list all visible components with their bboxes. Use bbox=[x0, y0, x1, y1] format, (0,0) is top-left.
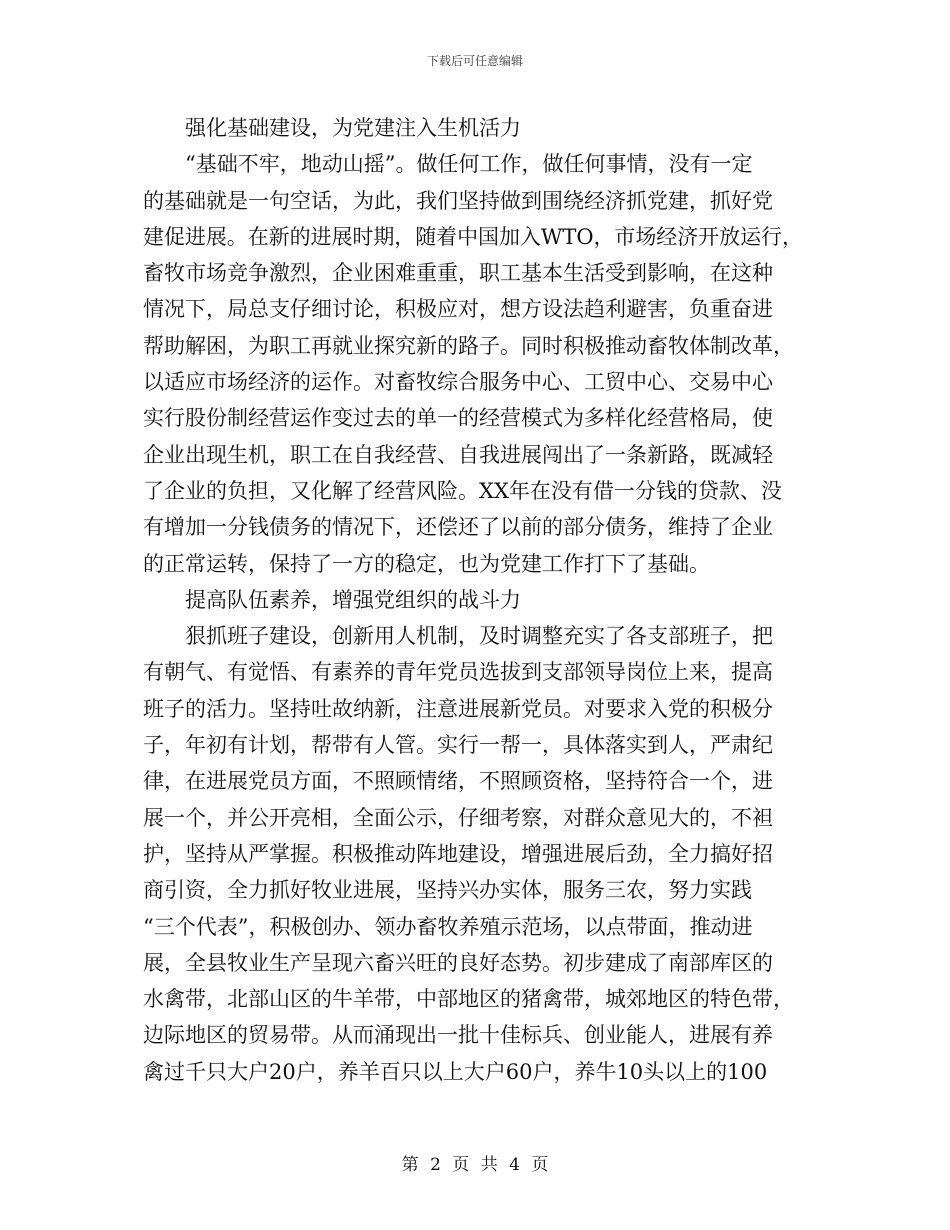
text-line: 了企业的负担，又化解了经营风险。XX年在没有借一分钱的贷款、没 bbox=[143, 478, 782, 503]
page-footer: 第 2 页 共 4 页 bbox=[401, 1155, 549, 1175]
text-line: 提高队伍素养，增强党组织的战斗力 bbox=[185, 587, 521, 612]
text-line: 狠抓班子建设，创新用人机制，及时调整充实了各支部班子，把 bbox=[185, 624, 773, 649]
text-line: 实行股份制经营运作变过去的单一的经营模式为多样化经营格局，使 bbox=[143, 406, 773, 431]
text-line: 展一个，并公开亮相，全面公示，仔细考察，对群众意见大的，不袒 bbox=[143, 805, 773, 830]
text-line: 有增加一分钱债务的情况下，还偿还了以前的部分债务，维持了企业 bbox=[143, 515, 773, 540]
text-line: 建促进展。在新的进展时期，随着中国加入WTO，市场经济开放运行， bbox=[143, 224, 803, 249]
text-line: 强化基础建设，为党建注入生机活力 bbox=[185, 116, 521, 140]
text-line: 子，年初有计划，帮带有人管。实行一帮一，具体落实到人，严肃纪 bbox=[143, 733, 773, 758]
text-line: 畜牧市场竞争激烈，企业困难重重，职工基本生活受到影响，在这种 bbox=[143, 261, 773, 286]
text-line: 以适应市场经济的运作。对畜牧综合服务中心、工贸中心、交易中心 bbox=[143, 370, 773, 395]
text-line: 律，在进展党员方面，不照顾情绪，不照顾资格，坚持符合一个，进 bbox=[143, 769, 773, 794]
text-line: 边际地区的贸易带。从而涌现出一批十佳标兵、创业能人，进展有养 bbox=[143, 1023, 773, 1048]
text-line: 的正常运转，保持了一方的稳定，也为党建工作打下了基础。 bbox=[143, 551, 710, 576]
text-line: 禽过千只大户20户，养羊百只以上大户60户，养牛10头以上的100 bbox=[143, 1059, 768, 1084]
text-line: 企业出现生机，职工在自我经营、自我进展闯出了一条新路，既减轻 bbox=[143, 442, 773, 467]
text-line: 班子的活力。坚持吐故纳新，注意进展新党员。对要求入党的积极分 bbox=[143, 696, 773, 721]
text-line: “三个代表”，积极创办、领办畜牧养殖示范场，以点带面，推动进 bbox=[143, 914, 753, 939]
text-line: 商引资，全力抓好牧业进展，坚持兴办实体，服务三农，努力实践 bbox=[143, 878, 752, 903]
text-line: 情况下，局总支仔细讨论，积极应对，想方设法趋利避害，负重奋进 bbox=[143, 297, 773, 322]
text-line: 护，坚持从严掌握。积极推动阵地建设，增强进展后劲，全力搞好招 bbox=[143, 841, 773, 866]
text-line: 水禽带，北部山区的牛羊带，中部地区的猪禽带，城郊地区的特色带， bbox=[143, 987, 794, 1012]
text-line: 有朝气、有觉悟、有素养的青年党员选拔到支部领导岗位上来，提高 bbox=[143, 660, 773, 685]
text-line: 的基础就是一句空话，为此，我们坚持做到围绕经济抓党建，抓好党 bbox=[143, 188, 773, 213]
page-header: 下载后可任意编辑 bbox=[426, 54, 523, 68]
text-line: 展，全县牧业生产呈现六畜兴旺的良好态势。初步建成了南部库区的 bbox=[143, 950, 773, 975]
text-line: “基础不牢，地动山摇”。做任何工作，做任何事情，没有一定 bbox=[185, 152, 753, 177]
text-line: 帮助解困，为职工再就业探究新的路子。同时积极推动畜牧体制改革， bbox=[143, 333, 794, 358]
document-body bbox=[143, 110, 803, 1090]
